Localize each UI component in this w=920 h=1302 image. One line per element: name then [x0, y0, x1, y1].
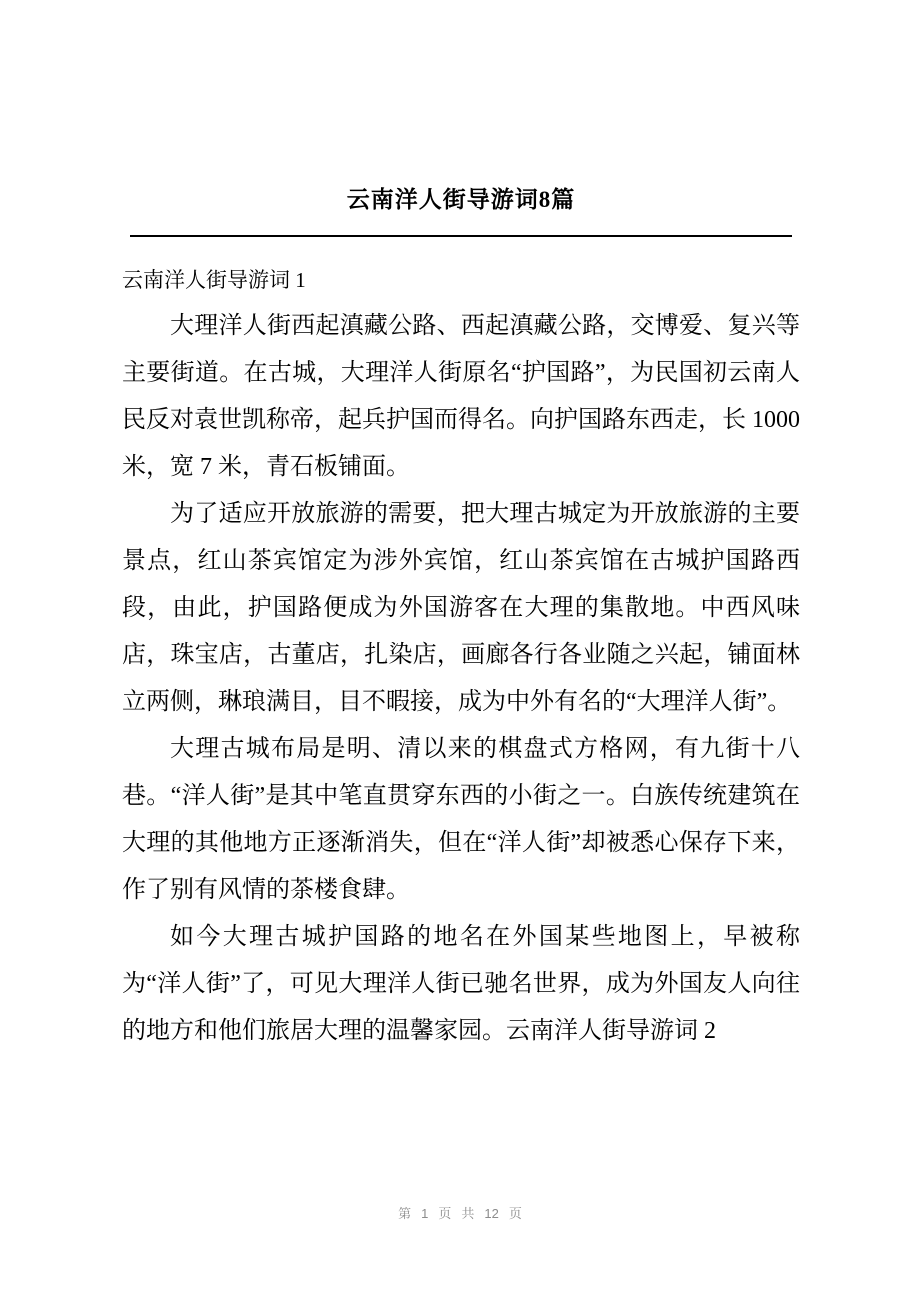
section-heading: 云南洋人街导游词 1 — [122, 268, 306, 292]
document-body — [122, 257, 800, 1055]
paragraph: 如今大理古城护国路的地名在外国某些地图上，早被称为“洋人街”了，可见大理洋人街已驰名世界，成为外国友人向往的地方和他们旅居大理的温馨家园。云南洋人街导游词 2 — [122, 924, 800, 1044]
page-title: 云南洋人街导游词8篇 — [346, 187, 576, 212]
footer-total-pages: 12 — [484, 1206, 499, 1221]
footer-label-ye2: 页 — [508, 1206, 522, 1221]
footer-label-ye: 页 — [438, 1206, 452, 1221]
paragraph: 大理古城布局是明、清以来的棋盘式方格网，有九街十八巷。“洋人街”是其中笔直贯穿东西的小街之一。白族传统建筑在大理的其他地方正逐渐消失，但在“洋人街”却被悉心保存下来，作了别有风情的茶楼食肆。 — [122, 736, 800, 903]
footer-label-gong: 共 — [461, 1206, 475, 1221]
paragraph: 大理洋人街西起滇藏公路、西起滇藏公路，交博爱、复兴等主要街道。在古城，大理洋人街原名“护国路”，为民国初云南人民反对袁世凯称帝，起兵护国而得名。向护国路东西走，长 1000 米，宽 7 米，青石板铺面。 — [122, 313, 800, 480]
footer-label-di: 第 — [398, 1206, 412, 1221]
title-divider — [130, 235, 792, 237]
paragraph: 为了适应开放旅游的需要，把大理古城定为开放旅游的主要景点，红山茶宾馆定为涉外宾馆，红山茶宾馆在古城护国路西段，由此，护国路便成为外国游客在大理的集散地。中西风味店，珠宝店，古董店，扎染店，画廊各行各业随之兴起，铺面林立两侧，琳琅满目，目不暇接，成为中外有名的“大理洋人街”。 — [122, 501, 800, 715]
page-footer — [0, 1203, 920, 1222]
footer-current-page: 1 — [421, 1206, 429, 1221]
